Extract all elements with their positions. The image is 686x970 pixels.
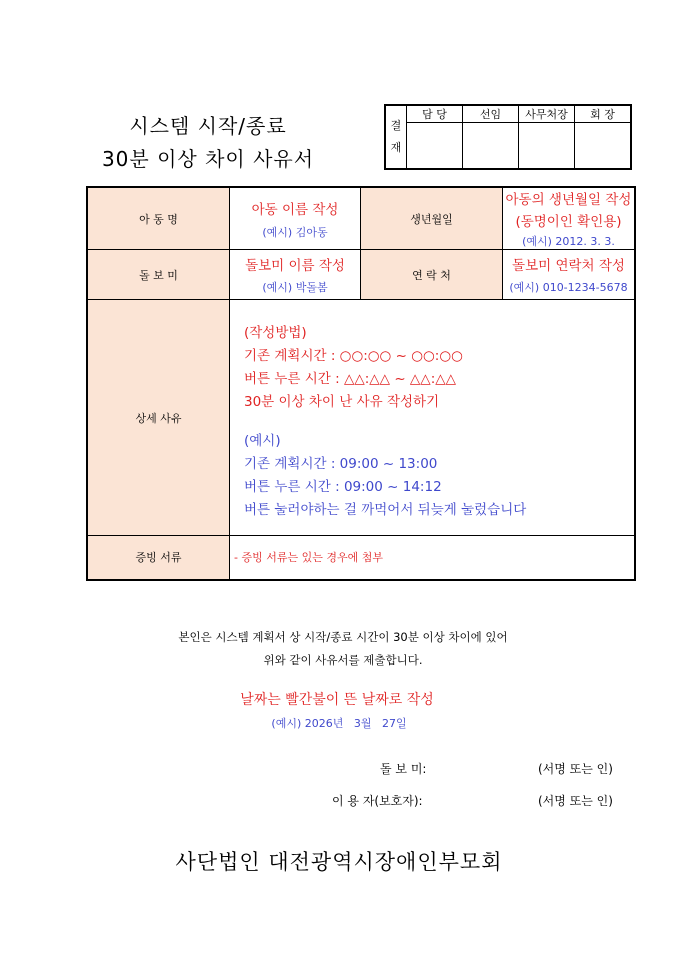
detail-example-planned: 기존 계획시간 : 09:00 ~ 13:00 bbox=[244, 456, 438, 472]
approval-sign-secretary[interactable] bbox=[519, 123, 575, 170]
child-name-label: 아 동 명 bbox=[87, 187, 230, 250]
contact-value: 돌보미 연락처 작성 bbox=[512, 258, 625, 274]
child-name-example: (예시) 김아동 bbox=[262, 225, 328, 239]
user-sign-label: 이 용 자(보호자): bbox=[332, 794, 423, 808]
detail-example-reason: 버튼 눌러야하는 걸 까먹어서 뒤늦게 눌렀습니다 bbox=[244, 502, 527, 518]
date-note: 날짜는 빨간불이 뜬 날짜로 작성 bbox=[240, 692, 434, 708]
detail-method-heading: (작성방법) bbox=[244, 325, 307, 341]
organization-name: 사단법인 대전광역시장애인부모회 bbox=[175, 850, 503, 874]
caregiver-label: 돌 보 미 bbox=[87, 250, 230, 300]
detail-method-planned: 기존 계획시간 : ○○:○○ ~ ○○:○○ bbox=[244, 348, 463, 364]
birth-label: 생년월일 bbox=[361, 187, 503, 250]
form-table bbox=[86, 186, 636, 581]
approval-header-senior: 선임 bbox=[463, 105, 519, 123]
birth-value-2: (동명이인 확인용) bbox=[515, 214, 622, 230]
document-title-line1: 시스템 시작/종료 bbox=[129, 114, 287, 138]
birth-example: (예시) 2012. 3. 3. bbox=[522, 235, 615, 248]
document-title-line2: 30분 이상 차이 사유서 bbox=[101, 147, 315, 171]
contact-example: (예시) 010-1234-5678 bbox=[509, 281, 628, 294]
caregiver-sign-field[interactable]: (서명 또는 인) bbox=[538, 762, 613, 776]
evidence-cell[interactable] bbox=[230, 536, 636, 580]
child-name-cell[interactable] bbox=[230, 187, 361, 250]
approval-side-1: 결 bbox=[390, 119, 402, 132]
caregiver-example: (예시) 박돌봄 bbox=[262, 281, 328, 294]
approval-side-label bbox=[385, 105, 407, 169]
caregiver-cell[interactable] bbox=[230, 250, 361, 300]
evidence-label: 증빙 서류 bbox=[87, 536, 230, 580]
approval-header-secretary: 사무처장 bbox=[519, 105, 575, 123]
user-sign-field[interactable]: (서명 또는 인) bbox=[538, 794, 613, 808]
contact-cell[interactable] bbox=[503, 250, 636, 300]
detail-cell[interactable] bbox=[230, 300, 636, 536]
approval-box bbox=[384, 104, 632, 170]
detail-example-heading: (예시) bbox=[244, 433, 281, 449]
contact-label: 연 락 처 bbox=[361, 250, 503, 300]
approval-side-2: 재 bbox=[390, 141, 402, 154]
detail-example-pressed: 버튼 누른 시간 : 09:00 ~ 14:12 bbox=[244, 479, 442, 495]
approval-sign-president[interactable] bbox=[575, 123, 632, 170]
birth-cell[interactable] bbox=[503, 187, 636, 250]
approval-header-staff: 담 당 bbox=[407, 105, 463, 123]
detail-label: 상세 사유 bbox=[87, 300, 230, 536]
approval-header-president: 회 장 bbox=[575, 105, 632, 123]
detail-method-reason: 30분 이상 차이 난 사유 작성하기 bbox=[244, 394, 440, 410]
evidence-value: - 증빙 서류는 있는 경우에 첨부 bbox=[234, 551, 383, 565]
approval-sign-senior[interactable] bbox=[463, 123, 519, 170]
detail-method-pressed: 버튼 누른 시간 : △△:△△ ~ △△:△△ bbox=[244, 371, 457, 387]
caregiver-sign-label: 돌 보 미: bbox=[380, 762, 427, 776]
birth-value-1: 아동의 생년월일 작성 bbox=[505, 192, 632, 208]
date-example: (예시) 2026년 3월 27일 bbox=[271, 717, 407, 730]
caregiver-value: 돌보미 이름 작성 bbox=[245, 258, 345, 274]
statement-line1: 본인은 시스템 계획서 상 시작/종료 시간이 30분 이상 차이에 있어 bbox=[178, 630, 508, 644]
statement-line2: 위와 같이 사유서를 제출합니다. bbox=[263, 653, 423, 667]
approval-sign-staff[interactable] bbox=[407, 123, 463, 170]
child-name-value: 아동 이름 작성 bbox=[251, 201, 339, 218]
